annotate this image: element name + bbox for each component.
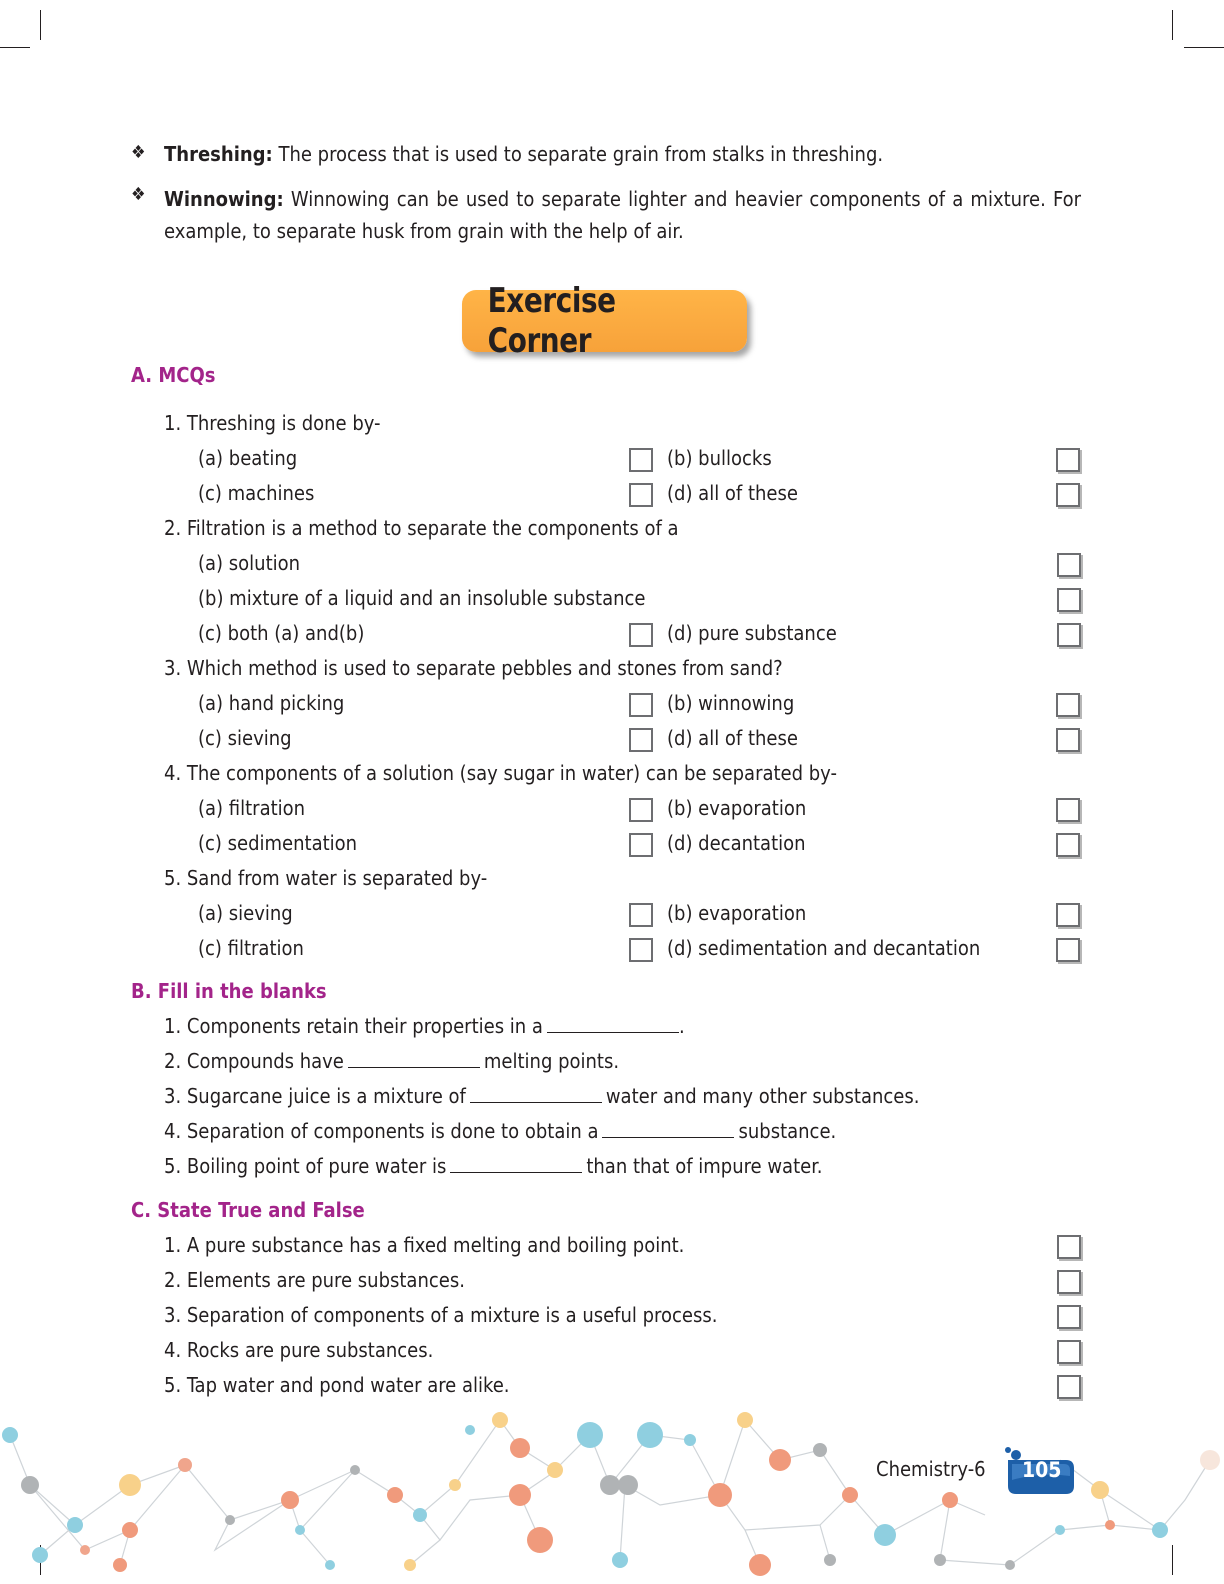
- answer-checkbox[interactable]: [629, 448, 653, 472]
- answer-checkbox[interactable]: [1057, 623, 1081, 647]
- fill-blank-text: melting points.: [483, 1049, 620, 1073]
- true-false-statement: 5. Tap water and pond water are alike.: [164, 1373, 510, 1397]
- fill-blank-text: 1. Components retain their properties in a: [164, 1014, 543, 1038]
- option: (a) filtration: [198, 796, 306, 820]
- text-winnowing: Winnowing can be used to separate lighter and heavier components of a mixture. For example, to separate husk from grain with the help of air.: [164, 187, 1081, 243]
- question: 1. Threshing is done by-: [164, 411, 381, 435]
- fill-blank-item: [164, 1048, 619, 1074]
- fill-blank-item: [164, 1083, 919, 1109]
- answer-checkbox[interactable]: [1057, 1235, 1081, 1259]
- answer-checkbox[interactable]: [1056, 448, 1080, 472]
- answer-checkbox[interactable]: [1057, 1375, 1081, 1399]
- answer-checkbox[interactable]: [1056, 728, 1080, 752]
- fill-blank-text: 2. Compounds have: [164, 1049, 344, 1073]
- option: (a) hand picking: [198, 691, 345, 715]
- book-title: Chemistry-6: [876, 1457, 986, 1481]
- text-threshing: The process that is used to separate grain from stalks in threshing.: [272, 142, 884, 166]
- section-c-heading: C. State True and False: [131, 1198, 365, 1222]
- bullet-threshing: [164, 141, 883, 167]
- option: (b) winnowing: [667, 691, 795, 715]
- page-number-badge: [1000, 1446, 1076, 1496]
- answer-checkbox[interactable]: [1056, 833, 1080, 857]
- option: (b) bullocks: [667, 446, 772, 470]
- option: (a) sieving: [198, 901, 293, 925]
- answer-checkbox[interactable]: [1057, 1340, 1081, 1364]
- answer-checkbox[interactable]: [1056, 693, 1080, 717]
- option: (d) decantation: [667, 831, 806, 855]
- fill-blank-item: [164, 1118, 836, 1144]
- answer-blank[interactable]: [450, 1154, 582, 1173]
- question: 2. Filtration is a method to separate the components of a: [164, 516, 679, 540]
- option: (b) evaporation: [667, 796, 807, 820]
- option: (d) all of these: [667, 726, 798, 750]
- answer-checkbox[interactable]: [1056, 938, 1080, 962]
- option: (d) pure substance: [667, 621, 837, 645]
- question: 4. The components of a solution (say sugar in water) can be separated by-: [164, 761, 837, 785]
- option: (b) mixture of a liquid and an insoluble substance: [198, 586, 646, 610]
- fill-blank-text: 4. Separation of components is done to obtain a: [164, 1119, 599, 1143]
- banner-title: Exercise Corner: [487, 281, 616, 361]
- fill-blank-text: .: [678, 1014, 685, 1038]
- answer-blank[interactable]: [348, 1049, 480, 1068]
- fill-blank-item: [164, 1013, 685, 1039]
- answer-checkbox[interactable]: [629, 903, 653, 927]
- option: (c) machines: [198, 481, 315, 505]
- option: (d) sedimentation and decantation: [667, 936, 981, 960]
- bullet-icon: ❖: [131, 142, 146, 163]
- bullet-icon: ❖: [131, 184, 146, 205]
- fill-blank-item: [164, 1153, 822, 1179]
- fill-blank-text: 5. Boiling point of pure water is: [164, 1154, 447, 1178]
- answer-checkbox[interactable]: [1056, 798, 1080, 822]
- page-number: 105: [1022, 1458, 1062, 1482]
- section-a-heading: A. MCQs: [131, 363, 216, 387]
- true-false-statement: 1. A pure substance has a fixed melting and boiling point.: [164, 1233, 685, 1257]
- answer-checkbox[interactable]: [629, 798, 653, 822]
- answer-blank[interactable]: [547, 1014, 679, 1033]
- answer-checkbox[interactable]: [1057, 588, 1081, 612]
- exercise-corner-banner: [462, 281, 747, 361]
- fill-blank-text: substance.: [738, 1119, 837, 1143]
- answer-blank[interactable]: [470, 1084, 602, 1103]
- answer-checkbox[interactable]: [1057, 1305, 1081, 1329]
- answer-checkbox[interactable]: [1057, 553, 1081, 577]
- answer-checkbox[interactable]: [629, 833, 653, 857]
- option: (c) sedimentation: [198, 831, 358, 855]
- fill-blank-text: 3. Sugarcane juice is a mixture of: [164, 1084, 466, 1108]
- crop-mark: [40, 10, 41, 40]
- term-threshing: Threshing:: [164, 142, 273, 166]
- term-winnowing: Winnowing:: [164, 187, 284, 211]
- answer-checkbox[interactable]: [629, 693, 653, 717]
- true-false-statement: 2. Elements are pure substances.: [164, 1268, 465, 1292]
- bullet-winnowing: [164, 183, 1081, 247]
- fill-blank-text: water and many other substances.: [605, 1084, 920, 1108]
- option: (a) beating: [198, 446, 298, 470]
- option: (d) all of these: [667, 481, 798, 505]
- answer-blank[interactable]: [602, 1119, 734, 1138]
- question: 5. Sand from water is separated by-: [164, 866, 488, 890]
- answer-checkbox[interactable]: [629, 483, 653, 507]
- answer-checkbox[interactable]: [629, 623, 653, 647]
- answer-checkbox[interactable]: [1056, 483, 1080, 507]
- section-b-heading: B. Fill in the blanks: [131, 979, 327, 1003]
- option: (c) filtration: [198, 936, 304, 960]
- option: (c) both (a) and(b): [198, 621, 365, 645]
- crop-mark: [0, 47, 30, 48]
- true-false-statement: 3. Separation of components of a mixture is a useful process.: [164, 1303, 718, 1327]
- crop-mark: [1172, 10, 1173, 40]
- crop-mark: [1184, 47, 1224, 48]
- option: (c) sieving: [198, 726, 292, 750]
- question: 3. Which method is used to separate pebbles and stones from sand?: [164, 656, 783, 680]
- answer-checkbox[interactable]: [1056, 903, 1080, 927]
- option: (b) evaporation: [667, 901, 807, 925]
- option: (a) solution: [198, 551, 301, 575]
- fill-blank-text: than that of impure water.: [586, 1154, 823, 1178]
- answer-checkbox[interactable]: [629, 938, 653, 962]
- true-false-statement: 4. Rocks are pure substances.: [164, 1338, 434, 1362]
- answer-checkbox[interactable]: [629, 728, 653, 752]
- answer-checkbox[interactable]: [1057, 1270, 1081, 1294]
